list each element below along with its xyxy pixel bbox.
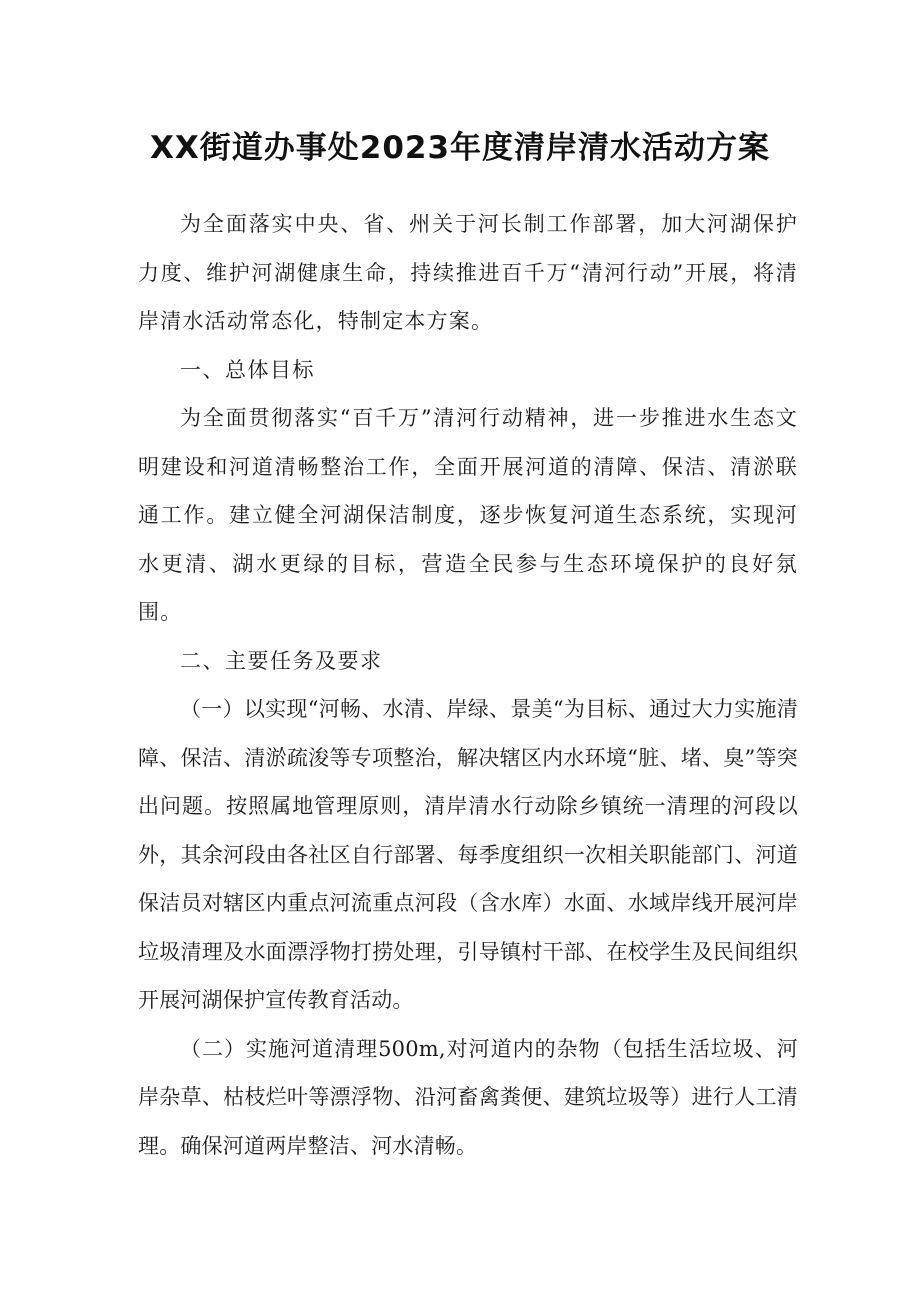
document-body [138,200,798,1170]
task-two-paragraph: （二）实施河道清理500m,对河道内的杂物（包括生活垃圾、河岸杂草、枯枝烂叶等漂浮物、沿河畜禽粪便、建筑垃圾等）进行人工清理。确保河道两岸整洁、河水清畅。 [138,1036,798,1158]
task-one-paragraph: （一）以实现“河畅、水清、岸绿、景美“为目标、通过大力实施清障、保洁、清淤疏浚等专项整治，解决辖区内水环境“脏、堵、臭”等突出问题。按照属地管理原则，清岸清水行动除乡镇统一清理的河段以外，其余河段由各社区自行部署、每季度组织一次相关职能部门、河道保洁员对辖区内重点河流重点河段（含水库）水面、水域岸线开展河岸垃圾清理及水面漂浮物打捞处理，引导镇村干部、在校学生及民间组织开展河湖保护宣传教育活动。 [138,697,798,1012]
intro-paragraph: 为全面落实中央、省、州关于河长制工作部署，加大河湖保护力度、维护河湖健康生命，持续推进百千万“清河行动”开展，将清岸清水活动常态化，特制定本方案。 [138,212,798,333]
section-heading-overall-goal: 一、总体目标 [180,357,315,382]
overall-goal-paragraph: 为全面贯彻落实“百千万”清河行动精神，进一步推进水生态文明建设和河道清畅整治工作，全面开展河道的清障、保洁、清淤联通工作。建立健全河湖保洁制度，逐步恢复河道生态系统，实现河水更清、湖水更绿的目标，营造全民参与生态环境保护的良好氛围。 [138,406,798,624]
section-heading-main-tasks: 二、主要任务及要求 [180,648,383,673]
document-title: XX街道办事处2023年度清岸清水活动方案 [149,130,771,166]
